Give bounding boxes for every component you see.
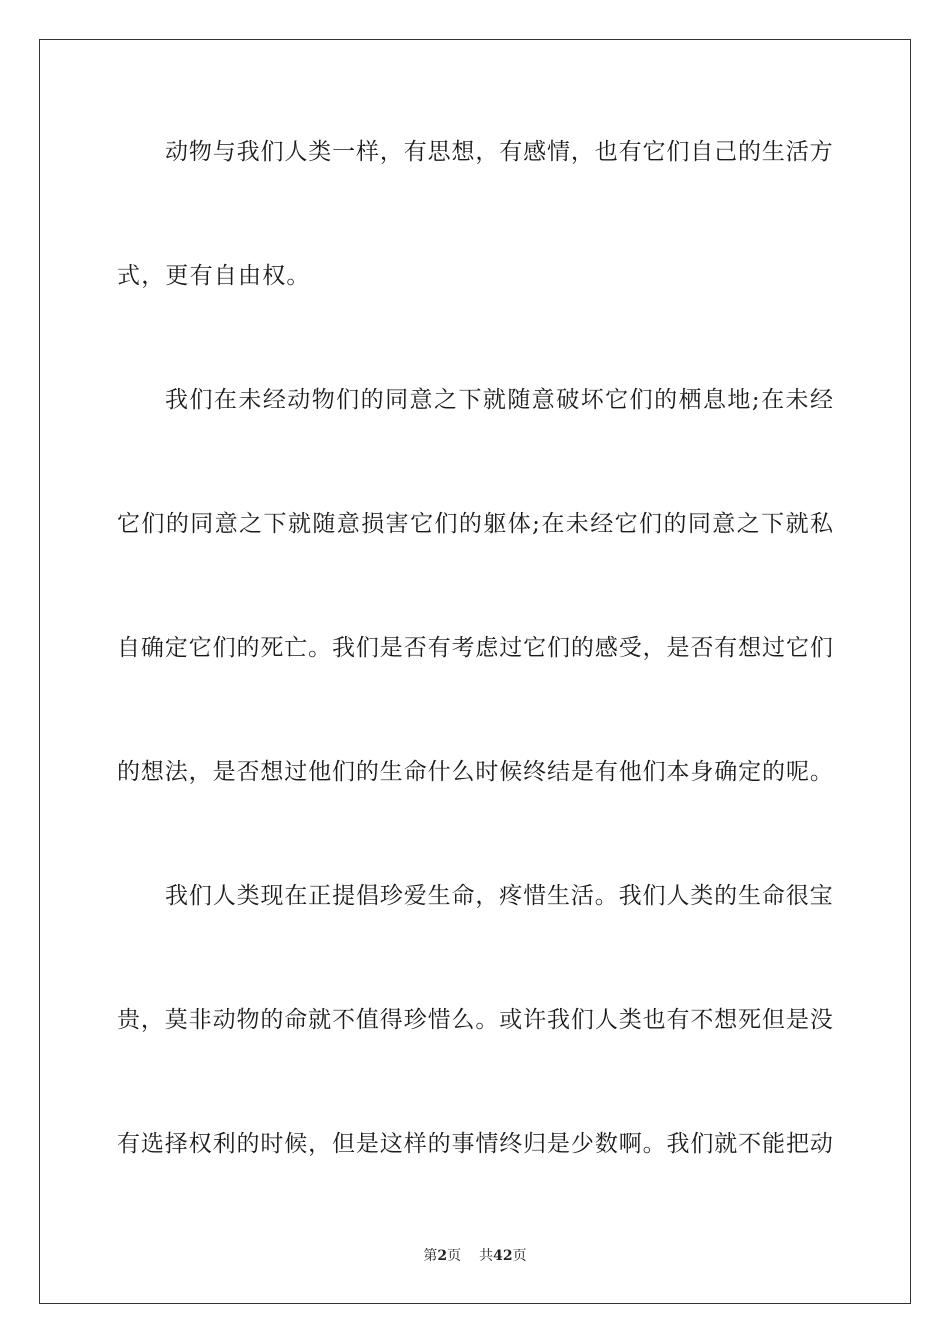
paragraph-line: 自 确 定 它 们 的 死 亡 。 我 们 是 否 有 考 虑 过 它 们 的 感 受 ， 是 否 有 想 过 它 们 — [117, 635, 833, 661]
page-frame — [39, 39, 911, 1304]
paragraph-line: 它 们 的 同 意 之 下 就 随 意 损 害 它 们 的 躯 体 ; 在 未 经 它 们 的 同 意 之 下 就 私 — [117, 511, 833, 537]
page-total: 42 — [493, 1248, 513, 1264]
page-current: 2 — [437, 1248, 448, 1264]
page-suffix: 页 — [447, 1248, 462, 1264]
paragraph-line: 的 想 法 ， 是 否 想 过 他 们 的 生 命 什 么 时 候 终 结 是 有 他 们 本 身 确 定 的 呢 。 — [117, 759, 833, 785]
paragraph-line: 有 选 择 权 利 的 时 候 ， 但 是 这 样 的 事 情 终 归 是 少 数 啊 。 我 们 就 不 能 把 动 — [117, 1131, 833, 1157]
paragraph-line: 式，更有自由权。 — [117, 263, 311, 289]
page-prefix: 第 — [423, 1248, 438, 1264]
paragraph-line: 我 们 在 未 经 动 物 们 的 同 意 之 下 就 随 意 破 坏 它 们 的 栖 息 地 ; 在 未 经 — [165, 387, 833, 413]
total-suffix: 页 — [512, 1248, 527, 1264]
page-footer — [0, 1247, 950, 1265]
paragraph-line: 贵 ， 莫 非 动 物 的 命 就 不 值 得 珍 惜 么 。 或 许 我 们 人 类 也 有 不 想 死 但 是 没 — [117, 1007, 833, 1033]
paragraph-line: 动 物 与 我 们 人 类 一 样 ， 有 思 想 ， 有 感 情 ， 也 有 它 们 自 己 的 生 活 方 — [165, 139, 833, 165]
total-prefix: 共 — [479, 1248, 494, 1264]
paragraph-line: 我 们 人 类 现 在 正 提 倡 珍 爱 生 命 ， 疼 惜 生 活 。 我 们 人 类 的 生 命 很 宝 — [165, 883, 833, 909]
